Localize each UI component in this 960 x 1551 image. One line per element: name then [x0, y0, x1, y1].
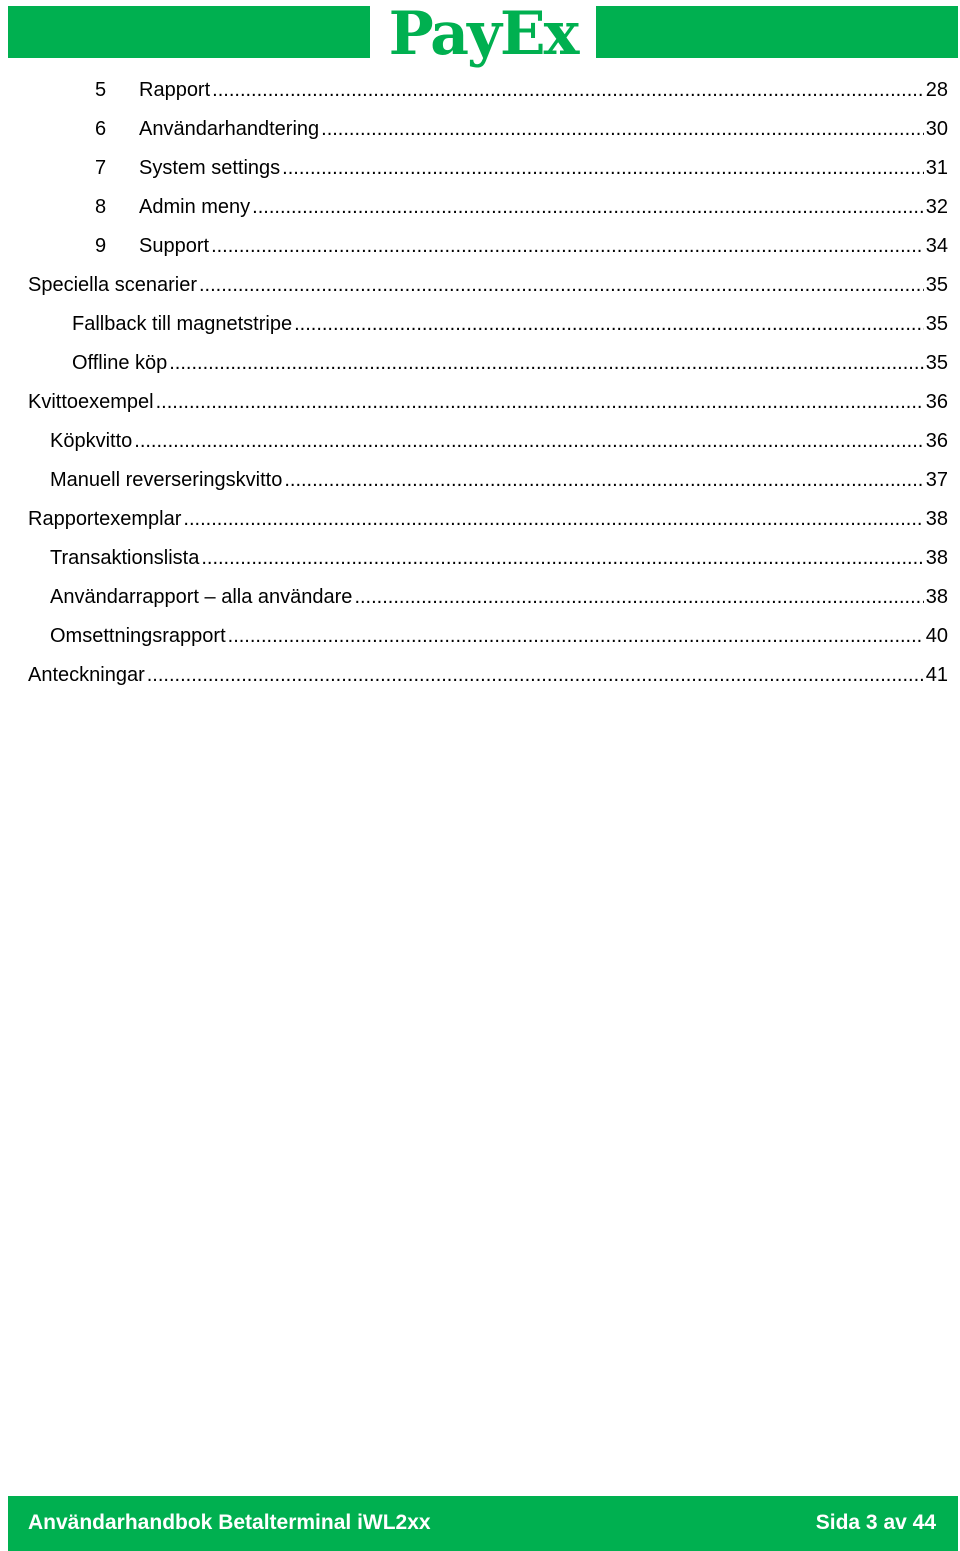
toc-entry-label: Rapport [139, 79, 211, 101]
toc-dot-leader [228, 624, 924, 648]
toc-entry-label: Offline köp [72, 352, 168, 374]
toc-entry-label: Manuell reverseringskvitto [50, 469, 283, 491]
toc-dot-leader [183, 507, 923, 531]
toc-entry-page: 38 [925, 586, 948, 608]
toc-entry-system-settings[interactable] [95, 156, 948, 180]
toc-entry-page: 38 [925, 547, 948, 569]
document-title: Användarhandbok Betalterminal iWL2xx [28, 1511, 431, 1534]
toc-dot-leader [294, 312, 924, 336]
toc-dot-leader [252, 195, 924, 219]
toc-dot-leader [211, 234, 924, 258]
toc-dot-leader [212, 78, 924, 102]
toc-entry-manuell-reverseringskvitto[interactable] [50, 468, 948, 492]
toc-entry-omsettningsrapport[interactable] [50, 624, 948, 648]
toc-entry-label: System settings [139, 157, 281, 179]
toc-entry-fallback[interactable] [72, 312, 948, 336]
toc-entry-label: Speciella scenarier [28, 274, 197, 296]
toc-entry-number: 9 [95, 235, 107, 257]
toc-entry-page: 38 [925, 508, 948, 530]
toc-entry-label: Anteckningar [28, 664, 145, 686]
toc-entry-label: Kvittoexempel [28, 391, 154, 413]
toc-dot-leader [169, 351, 924, 375]
toc-entry-label: Användarrapport – alla användare [50, 586, 353, 608]
toc-entry-speciella-scenarier[interactable] [28, 273, 948, 297]
toc-entry-page: 36 [925, 430, 948, 452]
toc-entry-page: 37 [925, 469, 948, 491]
toc-entry-page: 35 [925, 352, 948, 374]
toc-entry-transaktionslista[interactable] [50, 546, 948, 570]
toc-entry-label: Support [139, 235, 210, 257]
toc-dot-leader [354, 585, 923, 609]
toc-entry-page: 34 [925, 235, 948, 257]
toc-entry-anteckningar[interactable] [28, 663, 948, 687]
toc-entry-label: Omsettningsrapport [50, 625, 226, 647]
toc-entry-rapportexemplar[interactable] [28, 507, 948, 531]
toc-dot-leader [201, 546, 923, 570]
toc-entry-label: Admin meny [139, 196, 251, 218]
footer-band [8, 1496, 958, 1551]
toc-entry-label: Transaktionslista [50, 547, 200, 569]
toc-dot-leader [284, 468, 923, 492]
toc-dot-leader [134, 429, 923, 453]
toc-entry-number: 6 [95, 118, 107, 140]
page-indicator: Sida 3 av 44 [815, 1511, 936, 1534]
toc-entry-admin-meny[interactable] [95, 195, 948, 219]
toc-entry-page: 28 [925, 79, 948, 101]
toc-entry-anvandarhandtering[interactable] [95, 117, 948, 141]
toc-entry-page: 40 [925, 625, 948, 647]
toc-entry-kopkvitto[interactable] [50, 429, 948, 453]
toc-entry-label: Fallback till magnetstripe [72, 313, 293, 335]
toc-entry-number: 5 [95, 79, 107, 101]
toc-entry-kvittoexempel[interactable] [28, 390, 948, 414]
toc-entry-page: 36 [925, 391, 948, 413]
toc-entry-page: 32 [925, 196, 948, 218]
toc-entry-label: Köpkvitto [50, 430, 133, 452]
logo-text: PayEx [388, 0, 578, 69]
toc-entry-anvandarrapport[interactable] [50, 585, 948, 609]
toc-entry-number: 7 [95, 157, 107, 179]
toc-dot-leader [321, 117, 924, 141]
toc-entry-support[interactable] [95, 234, 948, 258]
toc-entry-label: Användarhandtering [139, 118, 320, 140]
toc-entry-page: 41 [925, 664, 948, 686]
toc-dot-leader [156, 390, 924, 414]
toc-dot-leader [199, 273, 924, 297]
toc-dot-leader [147, 663, 924, 687]
toc-entry-rapport[interactable] [95, 78, 948, 102]
toc-entry-page: 35 [925, 274, 948, 296]
toc-entry-page: 30 [925, 118, 948, 140]
toc-entry-number: 8 [95, 196, 107, 218]
toc-entry-label: Rapportexemplar [28, 508, 182, 530]
toc-dot-leader [282, 156, 924, 180]
payex-logo [370, 0, 596, 76]
toc-entry-page: 35 [925, 313, 948, 335]
toc-entry-offline-kop[interactable] [72, 351, 948, 375]
toc-entry-page: 31 [925, 157, 948, 179]
